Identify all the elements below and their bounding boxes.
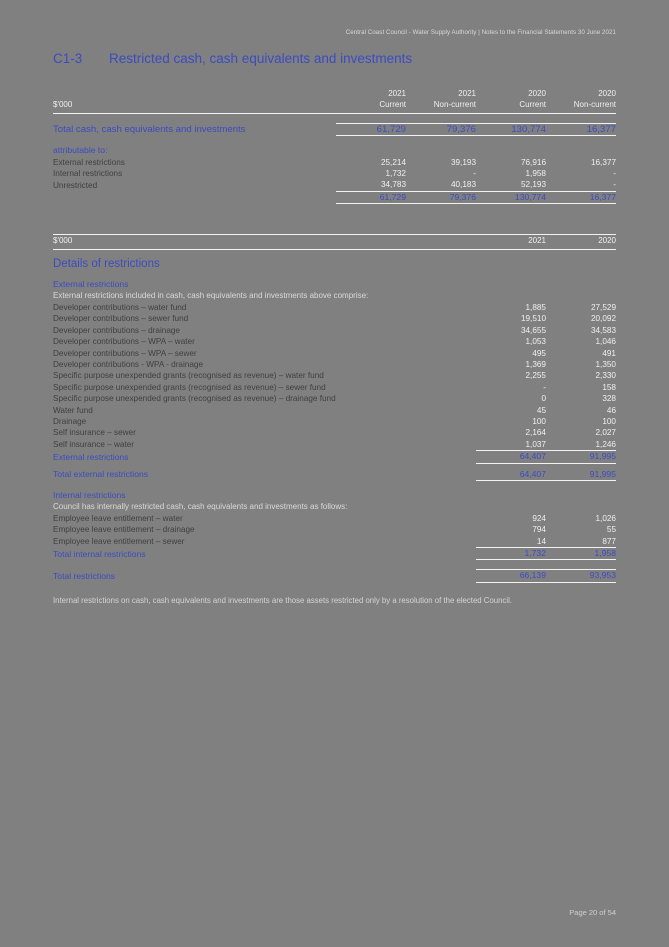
details-table xyxy=(53,232,616,583)
row-value: 1,958 xyxy=(525,169,546,179)
table-header-type-row xyxy=(53,99,616,110)
row-value: 55 xyxy=(606,525,616,535)
table-row xyxy=(53,348,616,359)
row-value: 2,255 xyxy=(525,371,546,381)
row-value: 100 xyxy=(532,416,546,426)
row-label-internal-restrictions: Internal restrictions xyxy=(53,169,123,179)
row-value: 1,037 xyxy=(476,439,546,451)
total-cash-2020-noncurrent: 16,377 xyxy=(546,123,616,135)
table-row xyxy=(53,427,616,438)
row-value: 1,885 xyxy=(525,302,546,312)
table-row xyxy=(53,157,616,168)
row-value: 27,529 xyxy=(590,302,616,312)
external-intro-row xyxy=(53,290,616,301)
row-value: 1,369 xyxy=(525,359,546,369)
row-label: Employee leave entitlement – drainage xyxy=(53,525,195,535)
header-year-2021-noncurrent: 2021 xyxy=(458,89,476,98)
row-label: Specific purpose unexpended grants (recognised as revenue) – drainage fund xyxy=(53,394,336,404)
page-footer: Page 20 of 54 xyxy=(569,908,616,917)
table-row xyxy=(53,370,616,381)
table-row xyxy=(53,393,616,404)
row-label-unrestricted: Unrestricted xyxy=(53,180,98,190)
row-value: 794 xyxy=(532,525,546,535)
external-heading-row xyxy=(53,279,616,290)
internal-total-row xyxy=(53,548,616,560)
total-internal-label: Total internal restrictions xyxy=(53,548,146,559)
content-area xyxy=(53,88,616,606)
attributable-row xyxy=(53,145,616,156)
row-value: 19,510 xyxy=(520,314,546,324)
details-section-title-row xyxy=(53,259,616,270)
table-row xyxy=(53,536,616,548)
header-unit-label: $'000 xyxy=(53,100,73,110)
row-label: Developer contributions - WPA - drainage xyxy=(53,359,204,369)
row-value: 877 xyxy=(546,536,616,548)
row-value: 491 xyxy=(602,348,616,358)
external-total-row xyxy=(53,469,616,481)
row-value: 25,214 xyxy=(380,157,406,167)
page-title xyxy=(53,51,412,66)
header-year-2020-current: 2020 xyxy=(528,89,546,98)
row-value: 1,026 xyxy=(595,513,616,523)
table-row xyxy=(53,513,616,524)
note-number: C1-3 xyxy=(53,51,83,66)
details-unit-label: $'000 xyxy=(53,236,73,246)
table-row xyxy=(53,168,616,179)
table-row xyxy=(53,325,616,336)
table-row xyxy=(53,179,616,191)
total-cash-2021-current: 61,729 xyxy=(336,123,406,135)
table-row xyxy=(53,405,616,416)
header-type-current-2021: Current xyxy=(379,100,406,110)
row-value: 34,583 xyxy=(590,325,616,335)
total-restrictions-label: Total restrictions xyxy=(53,570,116,581)
row-value: - xyxy=(613,169,616,179)
row-label: Self insurance – sewer xyxy=(53,428,136,438)
total-external-2020: 91,995 xyxy=(546,469,616,481)
total-cash-label: Total cash, cash equivalents and investments xyxy=(53,124,246,136)
header-year-2020-noncurrent: 2020 xyxy=(598,89,616,98)
restrictions-footnote: Internal restrictions on cash, cash equivalents and investments are those assets restricted only by a resolution of the elected Council. xyxy=(53,595,512,605)
spacer xyxy=(53,136,616,146)
spacer xyxy=(53,480,616,490)
header-type-noncurrent-2021: Non-current xyxy=(433,100,476,110)
details-section-title: Details of restrictions xyxy=(53,257,160,270)
attributable-sum-row xyxy=(53,191,616,203)
row-value: 1,046 xyxy=(595,337,616,347)
sum-value: 130,774 xyxy=(476,191,546,203)
spacer xyxy=(53,270,616,279)
external-subtotal-label: External restrictions xyxy=(53,451,129,462)
total-cash-2021-noncurrent: 79,376 xyxy=(406,123,476,135)
row-value: 495 xyxy=(532,348,546,358)
row-value: 14 xyxy=(476,536,546,548)
row-value: 1,732 xyxy=(385,169,406,179)
total-external-label: Total external restrictions xyxy=(53,469,149,480)
sum-value: 61,729 xyxy=(336,191,406,203)
row-value: 100 xyxy=(602,416,616,426)
total-cash-2020-current: 130,774 xyxy=(476,123,546,135)
row-value: 924 xyxy=(532,513,546,523)
table-row xyxy=(53,439,616,451)
row-value: 1,350 xyxy=(595,359,616,369)
header-type-noncurrent-2020: Non-current xyxy=(573,100,616,110)
row-value: 34,655 xyxy=(520,325,546,335)
sum-value: 16,377 xyxy=(546,191,616,203)
row-value: 2,164 xyxy=(525,428,546,438)
row-label: Developer contributions – water fund xyxy=(53,302,187,312)
table-row xyxy=(53,313,616,324)
row-label: Self insurance – water xyxy=(53,440,135,450)
attributable-label: attributable to: xyxy=(53,145,108,156)
table-row xyxy=(53,359,616,370)
table-row xyxy=(53,336,616,347)
row-value: 2,027 xyxy=(595,428,616,438)
row-label: Developer contributions – sewer fund xyxy=(53,314,189,324)
row-label: Developer contributions – WPA – sewer xyxy=(53,348,197,358)
external-subtotal-2021: 64,407 xyxy=(476,451,546,463)
sum-value: 79,376 xyxy=(406,191,476,203)
row-value: - xyxy=(546,179,616,191)
row-value: 1,053 xyxy=(525,337,546,347)
summary-table xyxy=(53,88,616,204)
row-value: 0 xyxy=(541,394,546,404)
row-label: Water fund xyxy=(53,405,93,415)
internal-heading-row xyxy=(53,490,616,501)
row-label: Specific purpose unexpended grants (recognised as revenue) – sewer fund xyxy=(53,382,326,392)
grand-total-row xyxy=(53,570,616,582)
row-label-external-restrictions: External restrictions xyxy=(53,157,125,167)
total-internal-2021: 1,732 xyxy=(476,548,546,560)
row-value: 52,193 xyxy=(476,179,546,191)
row-label: Employee leave entitlement – water xyxy=(53,513,183,523)
total-restrictions-2021: 66,139 xyxy=(476,570,546,582)
row-value: 40,183 xyxy=(406,179,476,191)
row-value: 1,246 xyxy=(546,439,616,451)
table-row xyxy=(53,524,616,535)
row-value: 158 xyxy=(602,382,616,392)
row-value: 2,330 xyxy=(595,371,616,381)
external-subtotal-2020: 91,995 xyxy=(546,451,616,463)
details-header-2020: 2020 xyxy=(598,236,616,246)
running-header: Central Coast Council - Water Supply Authority | Notes to the Financial Statements 30 June 2021 xyxy=(345,29,616,36)
row-value: 39,193 xyxy=(450,157,476,167)
external-restrictions-intro: External restrictions included in cash, cash equivalents and investments above comprise: xyxy=(53,291,369,301)
table-header-year-row xyxy=(53,88,616,99)
row-value: 76,916 xyxy=(520,157,546,167)
total-external-2021: 64,407 xyxy=(476,469,546,481)
total-internal-2020: 1,958 xyxy=(546,548,616,560)
row-value: - xyxy=(473,169,476,179)
row-value: 328 xyxy=(602,394,616,404)
spacer xyxy=(53,113,616,123)
row-label: Developer contributions – WPA – water xyxy=(53,337,195,347)
details-header-row xyxy=(53,235,616,247)
internal-restrictions-intro: Council has internally restricted cash, cash equivalents and investments as follows: xyxy=(53,502,348,512)
row-value: 46 xyxy=(606,405,616,415)
row-value: 20,092 xyxy=(590,314,616,324)
row-value: 45 xyxy=(536,405,546,415)
row-label: Specific purpose unexpended grants (recognised as revenue) – water fund xyxy=(53,371,324,381)
table-row xyxy=(53,416,616,427)
external-subtotal-row xyxy=(53,451,616,463)
internal-intro-row xyxy=(53,501,616,512)
note-title-text: Restricted cash, cash equivalents and investments xyxy=(109,51,413,66)
internal-restrictions-heading: Internal restrictions xyxy=(53,489,126,500)
external-restrictions-heading: External restrictions xyxy=(53,279,129,290)
table-row xyxy=(53,302,616,313)
row-value: - xyxy=(543,382,546,392)
table-row xyxy=(53,382,616,393)
total-restrictions-2020: 93,953 xyxy=(546,570,616,582)
row-label: Drainage xyxy=(53,416,87,426)
row-label: Employee leave entitlement – sewer xyxy=(53,537,185,547)
spacer xyxy=(53,560,616,570)
total-cash-row xyxy=(53,123,616,135)
row-label: Developer contributions – drainage xyxy=(53,325,180,335)
details-header-2021: 2021 xyxy=(528,236,546,246)
header-type-current-2020: Current xyxy=(519,100,546,110)
row-value: 16,377 xyxy=(590,157,616,167)
row-value: 34,783 xyxy=(336,179,406,191)
header-year-2021-current: 2021 xyxy=(388,89,406,98)
